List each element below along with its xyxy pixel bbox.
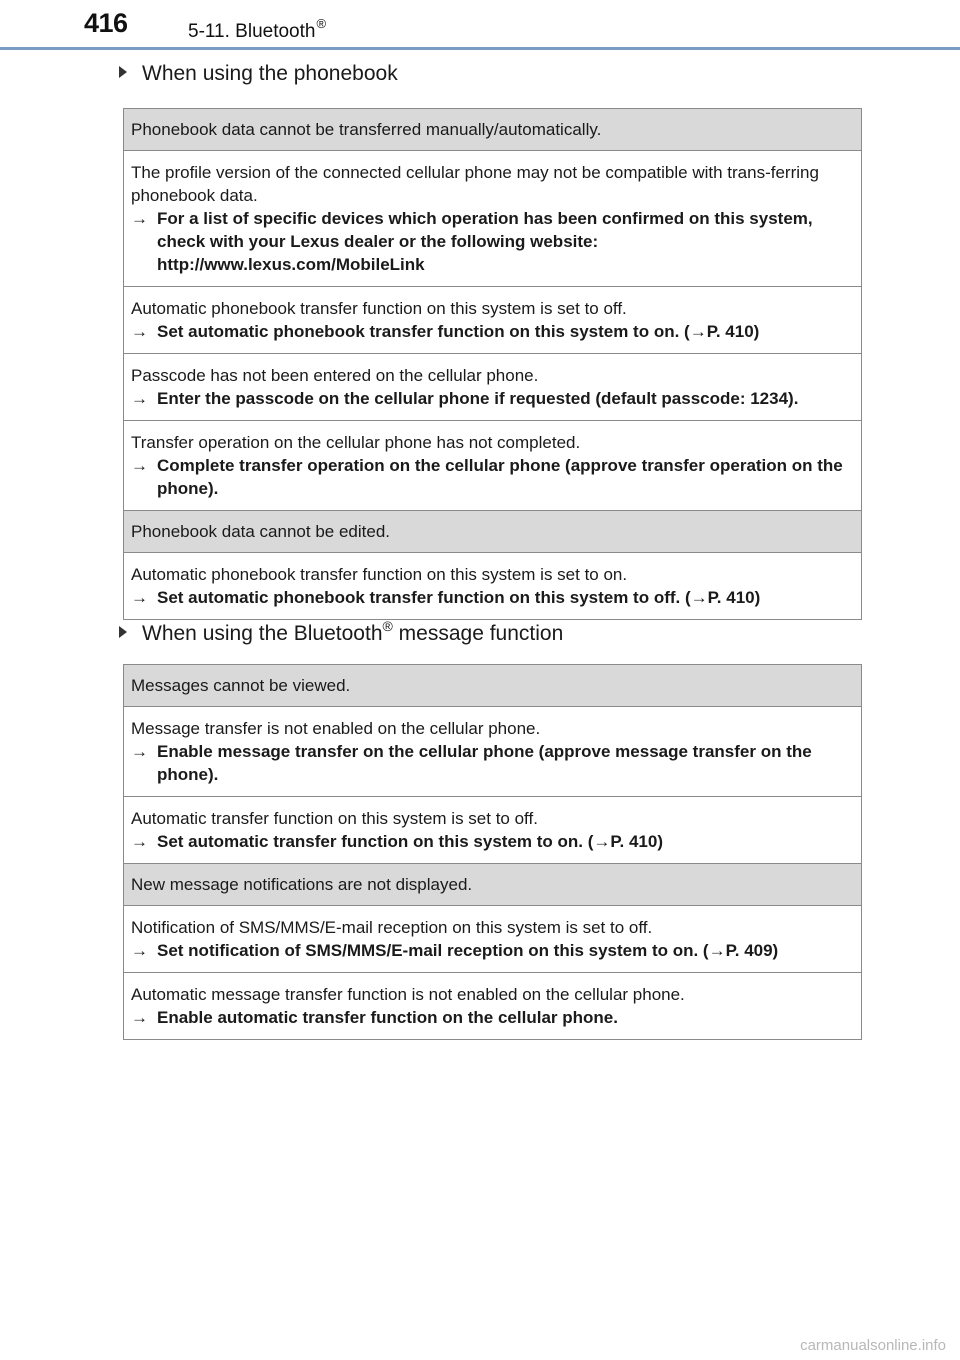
solution [131,207,851,276]
section-heading-message [119,618,563,646]
section-heading-suffix: message function [392,622,564,645]
chapter-title [188,16,326,43]
table-row [124,353,861,420]
table-row [124,796,861,863]
arrow-icon: → [131,832,148,851]
cause-text: Notification of SMS/MMS/E-mail reception on this system is set to off. [131,918,653,937]
solution [131,320,851,343]
table-row-header [124,665,861,706]
symptom-text: New message notifications are not displayed. [131,875,473,894]
symptom-text: Phonebook data cannot be edited. [131,522,390,541]
section-heading-text: When using the phonebook [142,62,398,85]
arrow-icon: → [131,941,148,960]
solution [131,740,851,786]
registered-mark: ® [316,16,327,31]
cause-text: Automatic message transfer function is not enabled on the cellular phone. [131,985,685,1004]
table-row [124,150,861,286]
cause-text: Passcode has not been entered on the cellular phone. [131,366,539,385]
symptom-text: Phonebook data cannot be transferred manually/automatically. [131,120,602,139]
triangle-bullet-icon [119,66,127,78]
triangle-bullet-icon [119,626,127,638]
cause-text: Message transfer is not enabled on the cellular phone. [131,719,541,738]
table-row [124,905,861,972]
solution-text: Enable automatic transfer function on the cellular phone. [157,1008,618,1027]
solution [131,830,851,853]
page-header [0,0,960,50]
solution-text: Complete transfer operation on the cellular phone (approve transfer operation on the phone). [157,456,843,498]
watermark: carmanualsonline.info [800,1337,946,1354]
table-row [124,972,861,1039]
message-troubleshooting-table [123,664,862,1040]
solution-text: Set notification of SMS/MMS/E-mail reception on this system to on. (→P. 409) [157,941,779,960]
cause-text: Transfer operation on the cellular phone has not completed. [131,433,581,452]
arrow-icon: → [131,389,148,408]
arrow-icon: → [131,322,148,341]
solution [131,1006,851,1029]
cause-text: Automatic transfer function on this system is set to off. [131,809,538,828]
table-row-header [124,863,861,905]
phonebook-troubleshooting-table [123,108,862,620]
solution [131,387,851,410]
solution-text: Enter the passcode on the cellular phone if requested (default passcode: 1234). [157,389,799,408]
arrow-icon: → [131,742,148,761]
table-row-header [124,109,861,150]
chapter-title-text: 5-11. Bluetooth [188,21,316,42]
registered-mark: ® [382,618,393,634]
solution-text: Enable message transfer on the cellular phone (approve message transfer on the phone). [157,742,812,784]
solution [131,586,851,609]
solution-text: Set automatic phonebook transfer function on this system to off. (→P. 410) [157,588,761,607]
arrow-icon: → [131,1008,148,1027]
cause-text: Automatic phonebook transfer function on this system is set to off. [131,299,627,318]
arrow-icon: → [131,456,148,475]
table-row [124,420,861,510]
section-heading-text: When using the Bluetooth [142,622,383,645]
cause-text: Automatic phonebook transfer function on this system is set to on. [131,565,628,584]
arrow-icon: → [131,209,148,228]
header-rule [0,47,960,50]
table-row-header [124,510,861,552]
solution [131,939,851,962]
table-row [124,552,861,619]
table-row [124,706,861,796]
solution-text: Set automatic phonebook transfer function on this system to on. (→P. 410) [157,322,760,341]
solution-text: Set automatic transfer function on this system to on. (→P. 410) [157,832,663,851]
solution [131,454,851,500]
solution-text: For a list of specific devices which operation has been confirmed on this system, check with your Lexus dealer or the following website: http://www.lexus.com/MobileLink [157,209,813,274]
symptom-text: Messages cannot be viewed. [131,676,351,695]
cause-text: The profile version of the connected cellular phone may not be compatible with trans-ferring phonebook data. [131,163,819,205]
arrow-icon: → [131,588,148,607]
section-heading-phonebook [119,62,398,86]
page-number: 416 [84,8,128,38]
table-row [124,286,861,353]
